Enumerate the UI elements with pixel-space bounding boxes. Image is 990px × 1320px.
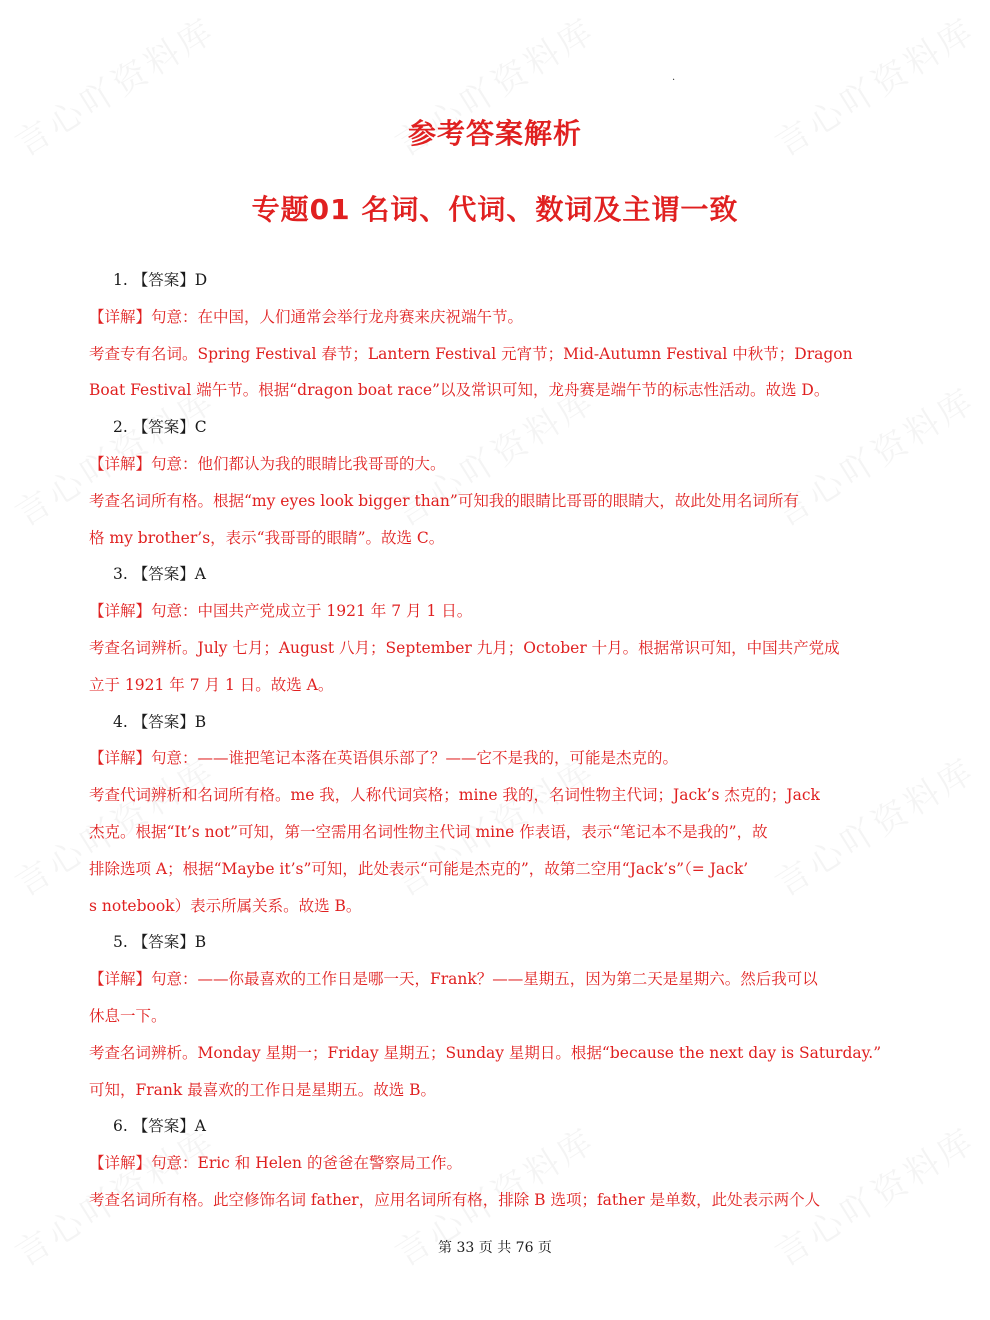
- explanation-line: 可知，Frank 最喜欢的工作日是星期五。故选 B。: [89, 1080, 437, 1099]
- explanation-line: 考查专有名词。Spring Festival 春节；Lantern Festival 元宵节；Mid-Autumn Festival 中秋节；Dragon: [89, 344, 853, 363]
- answer-content: [89, 262, 901, 1219]
- explanation-line: 【详解】句意：在中国，人们通常会举行龙舟赛来庆祝端午节。: [89, 307, 524, 326]
- explanation-line: 考查名词所有格。根据“my eyes look bigger than”可知我的眼睛比哥哥的眼睛大，故此处用名词所有: [89, 491, 799, 510]
- explanation-line: 杰克。根据“It’s not”可知，第一空需用名词性物主代词 mine 作表语，表示“笔记本不是我的”，故: [89, 822, 768, 841]
- explanation-line: s notebook）表示所属关系。故选 B。: [89, 896, 362, 915]
- explanation-line: 考查名词辨析。July 七月；August 八月；September 九月；October 十月。根据常识可知，中国共产党成: [89, 638, 840, 657]
- answer-heading: 4. 【答案】B: [113, 712, 207, 731]
- explanation-line: 考查名词所有格。此空修饰名词 father，应用名词所有格，排除 B 选项；father 是单数，此处表示两个人: [89, 1190, 821, 1209]
- page-title: 参考答案解析: [407, 117, 582, 150]
- explanation-line: Boat Festival 端午节。根据“dragon boat race”以及常识可知，龙舟赛是端午节的标志性活动。故选 D。: [89, 381, 830, 400]
- page-subtitle: 专题01 名词、代词、数词及主谓一致: [251, 193, 739, 226]
- explanation-line: 排除选项 A；根据“Maybe it’s”可知，此处表示“可能是杰克的”，故第二空用“Jack’s”（= Jack’: [89, 859, 749, 878]
- answer-heading: 1. 【答案】D: [113, 271, 208, 289]
- answer-heading: 6. 【答案】A: [113, 1117, 206, 1136]
- answer-heading: 2. 【答案】C: [113, 418, 207, 437]
- page-footer: 第 33 页 共 76 页: [438, 1240, 552, 1256]
- explanation-line: 【详解】句意：——你最喜欢的工作日是哪一天，Frank？——星期五，因为第二天是星期六。然后我可以: [89, 970, 818, 989]
- header-dot: .: [672, 72, 676, 83]
- explanation-line: 格 my brother’s，表示“我哥哥的眼睛”。故选 C。: [89, 528, 445, 547]
- explanation-line: 【详解】句意：中国共产党成立于 1921 年 7 月 1 日。: [89, 602, 473, 621]
- explanation-line: 【详解】句意：他们都认为我的眼睛比我哥哥的大。: [89, 454, 446, 473]
- explanation-line: 休息一下。: [89, 1006, 167, 1025]
- answer-heading: 5. 【答案】B: [113, 933, 207, 952]
- explanation-line: 【详解】句意：Eric 和 Helen 的爸爸在警察局工作。: [89, 1154, 462, 1173]
- explanation-line: 考查名词辨析。Monday 星期一；Friday 星期五；Sunday 星期日。根据“because the next day is Saturday.”: [89, 1043, 882, 1062]
- explanation-line: 考查代词辨析和名词所有格。me 我，人称代词宾格；mine 我的，名词性物主代词；Jack’s 杰克的；Jack: [89, 786, 820, 805]
- answer-heading: 3. 【答案】A: [113, 565, 206, 584]
- explanation-line: 立于 1921 年 7 月 1 日。故选 A。: [89, 675, 334, 694]
- explanation-line: 【详解】句意：——谁把笔记本落在英语俱乐部了？——它不是我的，可能是杰克的。: [89, 749, 679, 768]
